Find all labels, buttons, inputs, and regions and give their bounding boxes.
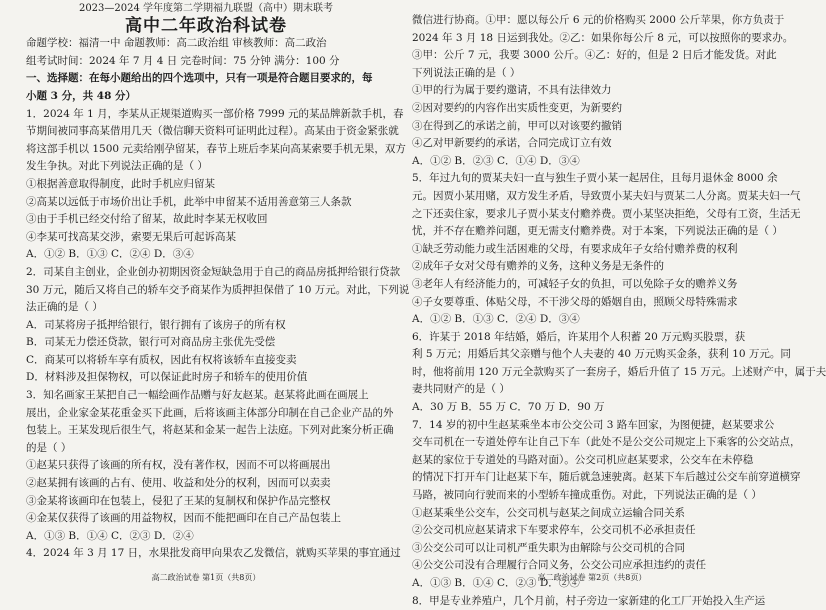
question-line: 1．2024 年 1 月，李某从正规渠道购买一部价格 7999 元的某品牌新款手机，春: [26, 107, 404, 120]
question-line: ①甲的行为属于要约邀请，不具有法律效力: [412, 84, 612, 97]
left-questions: [26, 106, 410, 563]
question-line: 5．年过九旬的贾某夫妇一直与独生子贾小某一起居住，且每月退休金 8000 余: [412, 172, 778, 185]
question-line: B．司某无力偿还贷款，银行可对商品房主张优先受偿: [26, 336, 276, 349]
question-line: ①根据善意取得制度，此时手机应归留某: [26, 177, 215, 190]
question-line: 6．许某于 2018 年结婚，婚后，许某用个人积蓄 20 万元购买股票，获: [412, 330, 746, 343]
question-line: ②公交司机应赵某请求下车要求停车，公交司机不必承担责任: [412, 524, 696, 537]
question-line: 忧，并不存在赡养问题，更无需支付赡养费。对于本案，下列说法正确的是（ ）: [412, 225, 783, 238]
question-line: 8．甲是专业养殖户，几个月前，村子旁边一家新建的化工厂开始投入生产运: [412, 594, 766, 607]
question-line: 元。因贾小某用赌，双方发生矛盾，导致贾小某夫妇与贾某二人分离。贾某夫妇一气: [412, 189, 801, 202]
exam-meta: [26, 35, 386, 70]
question-line: 展出，企业家金某花重金买下此画，后将该画主体部分印制在自己企业产品的外: [26, 406, 394, 419]
question-line: ①缺乏劳动能力或生活困难的父母，有要求成年子女给付赡养费的权利: [412, 242, 738, 255]
question-line: ③甲：公斤 7 元，我要 3000 公斤。④乙：好的，但是 2 日后才能发货。对此: [412, 49, 777, 62]
question-line: 微信进行协商。①甲：愿以每公斤 6 元的价格购买 2000 公斤苹果，你方负责于: [412, 14, 785, 26]
question-line: A．司某将房子抵押给银行，银行拥有了该房子的所有权: [26, 318, 286, 331]
paper-title: 高中二年政治科试卷: [125, 15, 287, 36]
question-line: A．①② B．②③ C．①④ D．③④: [412, 154, 580, 167]
question-line: ④李某可找高某交涉，索要无果后可起诉高某: [26, 230, 236, 243]
question-line: ④公交公司没有合理履行合同义务，公交公司应承担违约的责任: [412, 559, 706, 572]
question-line: A．①② B．①③ C．②④ D．③④: [26, 248, 194, 261]
question-line: A．30 万 B．55 万 C．70 万 D．90 万: [412, 401, 605, 414]
question-line: 时，他将前用 120 万元全款购买了一套房子，婚后升值了 15 万元。上述财产中，属于夫: [412, 365, 826, 378]
meta-line: 组考试时间：2024 年 7 月 4 日 完卷时间：75 分钟 满分：100 分: [26, 54, 340, 67]
left-page: [26, 0, 410, 591]
question-line: 的是（ ）: [26, 441, 72, 454]
question-line: D．材料涉及担保物权，可以保证此时房子和轿车的使用价值: [26, 371, 308, 384]
question-line: 7．14 岁的初中生赵某乘坐本市公交公司 3 路车回家，为图便捷，赵某要求公: [412, 418, 775, 431]
section-line: 小题 3 分，共 48 分）: [26, 89, 137, 102]
question-line: ②因对要约的内容作出实质性变更，为新要约: [412, 101, 622, 114]
question-line: 3．知名画家王某把自己一幅绘画作品赠与好友赵某。赵某将此画在画展上: [26, 389, 369, 402]
question-line: 利 5 万元；用婚后其父亲赠与他个人夫妻的 40 万元购买金条，获利 10 万元。同: [412, 348, 791, 361]
question-line: C．商某可以将轿车享有质权，因此有权将该轿车直接变卖: [26, 353, 297, 366]
question-line: ③老年人有经济能力的，可减轻子女的负担，可以免除子女的赡养义务: [412, 277, 738, 290]
question-line: ①赵某只获得了该画的所有权，没有著作权，因而不可以将画展出: [26, 459, 331, 472]
question-line: ④子女要尊重、体贴父母，不干涉父母的婚姻自由，照顾父母特殊需求: [412, 295, 738, 308]
question-line: 马路，被同向行驶而来的小型轿车撞成重伤。对此，下列说法正确的是（ ）: [412, 489, 762, 502]
question-line: 发生争执。对此下列说法正确的是（ ）: [26, 160, 208, 173]
section-line: 一、选择题：在每小题给出的四个选项中，只有一项是符合题目要求的，每: [26, 72, 373, 85]
question-line: 的情况下打开车门让赵某下车，随后就急速驶离。赵某下车后越过公交车前穿道横穿: [412, 471, 801, 484]
question-line: 包装上。王某发现后很生气，将赵某和金某一起告上法庭。下列对此案分析正确: [26, 424, 394, 437]
page-footer-right: 高二政治试卷 第2页（共8页）: [537, 573, 647, 583]
page-footer-left: 高二政治试卷 第1页（共8页）: [151, 573, 261, 583]
question-line: 妻共同财产的是（ ）: [412, 383, 510, 396]
question-line: A．①③ B．①④ C．②③ D．②④: [412, 577, 580, 589]
question-line: ②成年子女对父母有赡养的义务，这种义务是无条件的: [412, 260, 664, 273]
question-line: 之下还卖住家，要求儿子贾小某支付赡养费。贾小某坚决拒绝，父母有工资，生活无: [412, 207, 801, 220]
right-page: [412, 0, 826, 607]
exam-header: 2023—2024 学年度第二学期福九联盟（高中）期末联考: [78, 3, 334, 14]
question-line: ④金某仅获得了该画的用益物权，因而不能把画印在自己产品包装上: [26, 512, 341, 525]
question-line: 下列说法正确的是（ ）: [412, 66, 521, 79]
question-line: 2024 年 3 月 18 日运到我处。②乙：如果你每公斤 8 元，可以按照你的要求办。: [412, 31, 794, 44]
question-line: ④乙对甲新要约的承诺，合同完成订立有效: [412, 137, 612, 150]
question-line: 节期间被同事高某借用几天（微信聊天资料可证明此过程）。高某由于资金紧张就: [26, 125, 399, 138]
right-questions: [412, 12, 826, 610]
question-line: 法正确的是（ ）: [26, 301, 103, 314]
question-line: ②高某以远低于市场价出让手机，此举中申留某不适用善意第三人条款: [26, 195, 352, 208]
question-line: 赵某的家位于专道处的马路对面）。公交司机应赵某要求，公交车在未停稳: [412, 453, 754, 466]
question-line: ②赵某拥有该画的占有、使用、收益和处分的权利，因而可以卖卖: [26, 477, 331, 490]
question-line: 将这部手机以 1500 元卖给刚孕留某，春节上班后李某向高某索要手机无果，双方: [26, 142, 406, 155]
question-line: A．①③ B．①④ C．②③ D．②④: [26, 529, 194, 542]
question-line: ③在得到乙的承诺之前，甲可以对该要约撤销: [412, 119, 622, 132]
question-line: 30 万元，随后又将自己的轿车交予商某作为质押担保借了 10 万元。对此，下列说: [26, 283, 410, 296]
question-line: 4．2024 年 3 月 17 日，水果批发商甲向果农乙发微信，就购买苹果的事宜通过: [26, 547, 401, 560]
section-instruction: [26, 70, 386, 105]
question-line: ①赵某乘坐公交车，公交司机与赵某之间成立运输合同关系: [412, 506, 685, 519]
question-line: ③金某将该画印在包装上，侵犯了王某的复制权和保护作品完整权: [26, 494, 331, 507]
question-line: 2．司某自主创业，企业创办初期因资金短缺急用于自己的商品房抵押给银行贷款: [26, 265, 401, 278]
question-line: ③由于手机已经交付给了留某，故此时李某无权收回: [26, 213, 268, 226]
question-line: A．①② B．①③ C．②④ D．③④: [412, 313, 580, 326]
question-line: ③公交公司可以让司机严重失职为由解除与公交司机的合同: [412, 541, 685, 554]
question-line: 交车司机在一专道处停车让自己下车（此处不是公交公司规定上下乘客的公交站点，: [412, 436, 801, 449]
meta-line: 命题学校：福清一中 命题教师：高二政治组 审核教师：高二政治: [26, 37, 327, 50]
